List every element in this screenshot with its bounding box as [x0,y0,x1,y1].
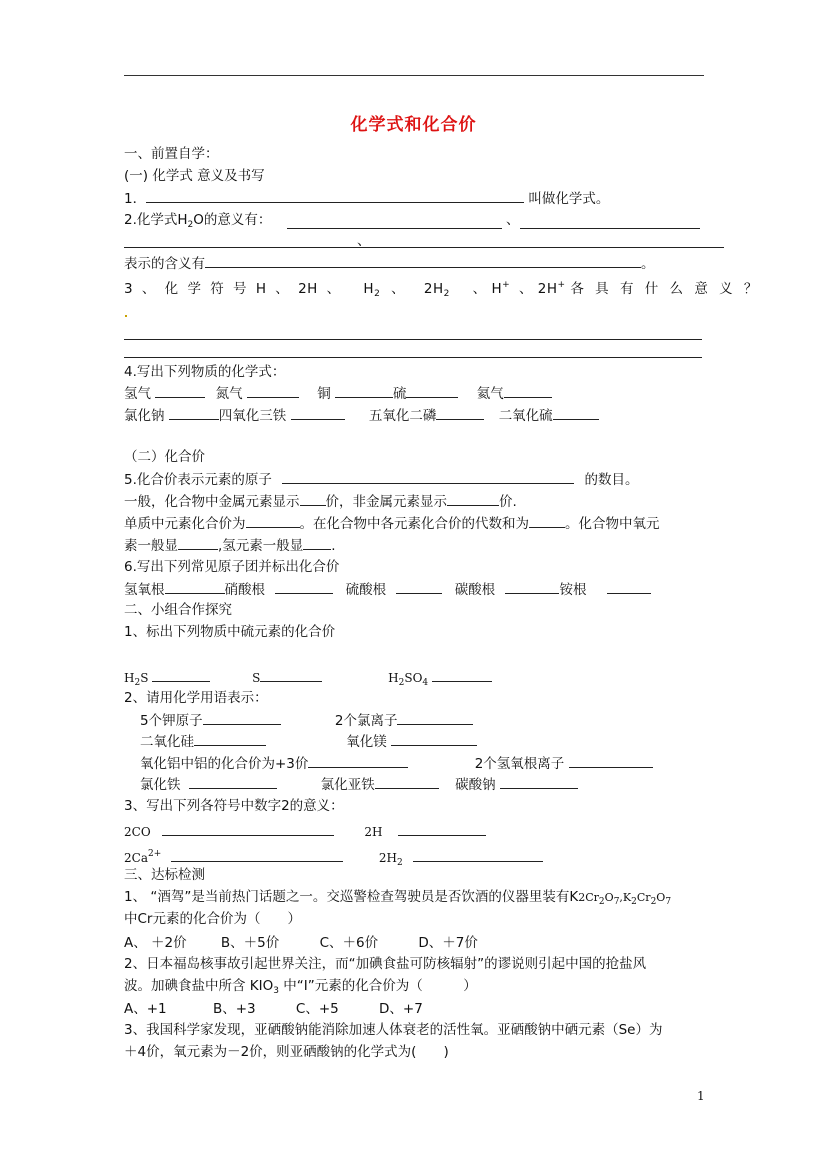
p3-text: ,氢元素一般显 [218,538,304,554]
q6-item: 硫酸根 [345,582,387,598]
separator: 、 [357,233,371,249]
q3-sup: + [502,280,511,290]
s3-q2-text1: 2、日本福岛核事故引起世界关注，而“加碘食盐可防核辐射”的谬说则引起中国的抢盐风 [124,956,647,972]
s2-q2-item: 2个氯离子 [334,713,398,729]
q2-line3-text: 表示的含义有 [124,256,205,272]
q6-row [124,580,651,599]
answer-blank[interactable] [397,711,473,725]
answer-blank[interactable] [391,732,477,746]
page-title: 化学式和化合价 [350,115,477,135]
s2-q1-prompt: 1、标出下列物质中硫元素的化合价 [124,624,336,640]
answer-blank[interactable] [260,668,322,682]
q4-item: 氯化钠 [124,408,165,424]
q6-item: 氢氧根 [124,582,165,598]
symbol-label: 2CO [124,825,151,839]
answer-blank[interactable] [303,536,331,550]
s2-q2-item: 2个氢氧根离子 [474,756,565,772]
q6-prompt: 6.写出下列常见原子团并标出化合价 [124,559,340,575]
option-d[interactable]: D、＋7价 [418,935,478,951]
answer-blank[interactable] [406,384,458,398]
q4-prompt: 4.写出下列物质的化学式： [124,364,286,380]
q4-item: 铜 [317,386,331,402]
option-c[interactable]: C、＋6价 [319,935,379,951]
p3-line [124,536,336,555]
s3-q1-text2: 中Cr元素的化合价为（ ） [124,911,301,927]
q6-item: 铵根 [559,582,587,598]
s2-q2-row1 [140,711,473,730]
q3-part: 、 H [472,281,503,297]
s3-q1-text: 1、 “酒驾”是当前热门话题之一。交巡警检查驾驶员是否饮酒的仪器里装有K [124,889,579,905]
answer-blank[interactable] [500,775,578,789]
s2-q2-item: 二氧化硅 [140,734,194,750]
answer-blank[interactable] [282,470,574,484]
option-a[interactable]: A、 ＋2价 [124,935,187,951]
s2-q1-row: $H_2S$ S $H_2SO_4$ [124,668,492,692]
answer-blank[interactable] [194,732,266,746]
option-b[interactable]: B、＋5价 [220,935,280,951]
option-c[interactable]: C、+5 [295,1001,339,1017]
answer-blank[interactable] [375,775,439,789]
q6-item: 碳酸根 [454,582,496,598]
answer-blank[interactable] [504,384,552,398]
separator: 、 [506,212,520,228]
s2-q2-item: 氧化铝中铝的化合价为+3价 [140,756,309,772]
q3-part: 、 [391,281,406,297]
q2-line [124,211,271,234]
s2-q3-prompt: 3、写出下列各符号中数字2的意义： [124,798,344,814]
s2-q2-row2 [140,732,477,751]
answer-blank[interactable] [396,580,442,594]
q5-line [124,470,638,489]
s2-q3-row1 [124,822,486,841]
q4-item: 氦气 [476,386,504,402]
stray-mark [125,315,127,317]
answer-blank[interactable] [246,514,300,528]
p2-line [124,514,660,533]
q4-item: 氢气 [124,386,151,402]
answer-blank[interactable] [169,406,219,420]
s2-q2-item: 氧化镁 [346,734,387,750]
p1-line [124,492,517,511]
q2-prefix: 2.化学式H [124,212,188,228]
subsection2-heading: （二）化合价 [124,449,205,465]
answer-blank[interactable] [275,580,333,594]
answer-blank[interactable] [308,754,408,768]
section3-heading: 三、达标检测 [124,867,205,883]
option-a[interactable]: A、+1 [124,1001,167,1017]
q3-line [124,276,758,303]
answer-blank[interactable] [124,357,702,358]
s2-q2-row4 [140,775,578,794]
answer-blank[interactable] [146,189,524,203]
option-d[interactable]: D、+7 [379,1001,423,1017]
answer-blank[interactable] [205,254,641,268]
answer-blank[interactable] [553,406,599,420]
q1-line [124,189,609,208]
p1-text: 价，非金属元素显示 [325,494,447,510]
answer-blank[interactable] [152,668,210,682]
symbol-label: 2H [378,851,398,865]
q4-item: 二氧化硫 [498,408,553,424]
q2-end: 。 [641,256,655,272]
answer-blank[interactable] [155,384,205,398]
answer-blank[interactable] [287,228,502,229]
s3-q2-text2 [124,977,477,1000]
p3-text: 素一般显 [124,538,178,554]
q2-subscript: 2 [187,220,194,230]
q3-part: H [363,281,375,297]
answer-blank[interactable] [335,384,393,398]
answer-blank[interactable] [300,492,326,506]
p1-text: 一般，化合物中金属元素显示 [124,494,300,510]
section1-heading: 一、前置自学： [124,146,219,162]
s3-q2-part: 波。加碘食盐中所含 KIO [124,978,274,994]
answer-blank[interactable] [124,339,702,340]
s3-q2-sub: 3 [273,986,279,996]
symbol-label: 2H [364,825,383,839]
answer-blank[interactable] [178,536,218,550]
answer-blank[interactable] [124,247,724,248]
q6-item: 硝酸根 [224,582,265,598]
q3-part: 、 2H [518,281,558,297]
answer-blank[interactable] [189,775,277,789]
q2-mid: O的意义有： [193,212,272,228]
s3-q3-text2: ＋4价，氧元素为－2价，则亚硒酸钠的化学式为( ) [124,1044,449,1060]
q4-row1 [124,384,552,403]
p2-text: 。化合物中氧元 [565,516,660,532]
answer-blank[interactable] [569,754,653,768]
answer-blank[interactable] [165,580,225,594]
answer-blank[interactable] [247,384,299,398]
p2-text: 单质中元素化合价为 [124,516,246,532]
p1-text: 价. [499,494,517,510]
option-b[interactable]: B、+3 [212,1001,256,1017]
subsection1-heading: (一) 化学式 意义及书写 [124,168,265,184]
symbol-sup: 2+ [147,849,162,859]
answer-blank[interactable] [529,514,565,528]
q3-part: 2H [423,281,444,297]
q5-suffix: 的数目。 [584,472,639,488]
q3-sup: + [557,280,566,290]
p3-text: . [331,538,336,554]
symbol-label: 2Ca [124,851,148,865]
answer-blank[interactable] [413,848,543,862]
s3-q3-text1: 3、我国科学家发现，亚硒酸钠能消除加速人体衰老的活性氧。亚硒酸钠中硒元素（Se）为 [124,1022,663,1038]
q2-line3 [124,254,655,273]
q1-prefix: 1． [124,191,147,207]
s2-q2-prompt: 2、请用化学用语表示： [124,690,268,706]
s2-q2-item: 5个钾原子 [140,713,203,729]
s3-q1-line1: 1、 “酒驾”是当前热门话题之一。交巡警检查驾驶员是否饮酒的仪器里装有$K2Cr_2O_7,K_2Cr_2O_7$ [124,889,672,907]
header-rule [124,75,704,76]
s2-q2-item: 氯化铁 [140,777,181,793]
q3-part: 各 具 有 什 么 意 义 ？ [570,281,758,297]
answer-blank[interactable] [436,406,484,420]
answer-blank[interactable] [447,492,499,506]
q4-item: 五氧化二磷 [368,408,437,424]
q3-sub: 2 [374,289,381,299]
s3-q1-options [124,934,478,952]
q4-row2 [124,406,599,425]
answer-blank[interactable] [171,848,343,862]
s2-q2-row3 [140,754,653,773]
s2-q2-item: 氯化亚铁 [320,777,375,793]
answer-blank[interactable] [505,580,559,594]
answer-blank[interactable] [162,822,334,836]
s3-q2-options [124,1000,423,1018]
page-number: 1 [697,1089,705,1103]
p2-text: 。在化合物中各元素化合价的代数和为 [299,516,529,532]
answer-blank[interactable] [291,406,345,420]
s2-q2-item: 碳酸钠 [455,777,496,793]
section2-heading: 二、小组合作探究 [124,602,232,618]
q4-item: 四氧化三铁 [218,408,287,424]
q1-suffix: 叫做化学式。 [528,191,610,207]
s3-q2-part: 中“I”元素的化合价为（ ） [279,978,477,994]
answer-blank[interactable] [398,822,486,836]
symbol-sub: 2 [397,858,403,868]
q4-item: 氮气 [215,386,243,402]
q3-sub: 2 [443,289,450,299]
answer-blank[interactable] [432,668,492,682]
q3-part: 3 、 化 学 符 号 H 、 2H 、 [124,281,341,297]
answer-blank[interactable] [520,228,700,229]
q4-item: 硫 [392,386,407,402]
answer-blank[interactable] [203,711,281,725]
answer-blank[interactable] [607,580,651,594]
q5-prefix: 5.化合价表示元素的原子 [124,472,272,488]
